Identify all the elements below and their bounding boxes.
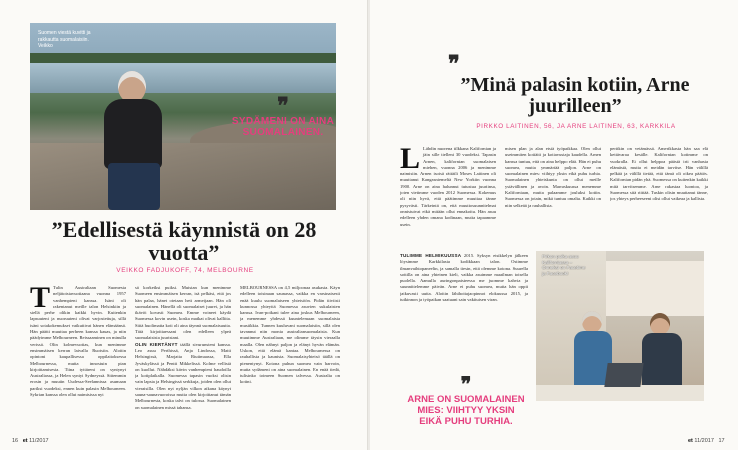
magazine-logo-right: et xyxy=(688,438,693,444)
text-column-2 xyxy=(135,285,231,435)
issue-left: 11/2017 xyxy=(29,438,49,444)
title-quote-mark-icon-right: ❞ xyxy=(448,51,460,76)
body-col3-text: MELBOURNESSA on 4,5 miljoonaa asukasta. Käyn edelleen toisinaan saunassa, vaikka en varsinaisesti enää kuulu suomalaiseen yhteisöön. Pidän tiiviisti kunnossa yhteyttä Suomessa asuvien sukulaisten kanssa. Ivan-poikani tulee aina joskus Melbourneen, ja menemme yhdessä kuuntelemaan suomalaista musiikkia. Tunnen kuuluvani suomalaisiin, sillä olen tavannut niin monia australiansuomalaisia. Kun muutimme Australiaan, me olimme täysin vieraalla maalla. Olen nähnyt paljon ja elänyt hyvän elämän. Uskon, että elämä kantaa. Melbournessa on rauhallista ja kaunista. Suomalaisyhteisö täällä on pienentynyt. Kotona puhun suomea vain harvoin, mutta sydämeni on aina suomalainen. En enää tiedä, tulisinko toimeen Suomen talvessa. Australia on kotini. xyxy=(240,285,340,385)
photo-laptop xyxy=(604,363,643,387)
drop-cap-right: L xyxy=(400,146,421,175)
photo-water xyxy=(30,63,336,93)
quote-mark-icon: ❞ xyxy=(277,93,289,118)
body-text-left xyxy=(30,285,340,435)
body-r-col2-text: misen plan ja alan etsiä työpaikkaa. Olen ollut useimmiten kotiäiti ja kotiavustaja kaudella. Arnen kanssa tuntuu, että on aina helppo elää. Hän ei puhu suomea, mutta ymmärtää paljon. Arne on suomalainen mies: viihtyy yksin eikä puhu turhia. Suomalainen yhteiskunta on ollut meille ystävällinen ja avoin. Marraskuussa menemme Kaliforniaan, mutta palaamme jouluksi kotiin. Suomessa on jotain, mikä tuntuu omalta. Kaikki on niin selkeää ja rauhallista. xyxy=(505,146,601,208)
photo-man xyxy=(98,71,168,210)
article-title-right: ”Minä palasin kotiin, Arne juurilleen” xyxy=(460,74,690,117)
pull-quote-left xyxy=(228,93,338,138)
text-column-1 xyxy=(30,285,126,435)
text-column-r2 xyxy=(505,146,601,251)
left-page xyxy=(0,0,368,450)
body-text-right-bottom xyxy=(400,253,530,371)
pull-quote-left-text: SYDÄMENI ON AINA SUOMALAINEN. xyxy=(231,116,335,138)
photo-man-body xyxy=(104,99,162,169)
text-column-3 xyxy=(240,285,340,435)
photo-woman-head xyxy=(582,311,602,333)
footer-left xyxy=(12,438,49,444)
text-column-r3 xyxy=(610,146,708,251)
quote-mark-icon-right: ❞ xyxy=(460,374,472,396)
photo-caption-left: Suomen viestä kuvitti ja rakkautta suomalaisiin. Veikko xyxy=(38,30,91,49)
photo-shelf xyxy=(606,261,704,316)
magazine-logo-left: et xyxy=(22,438,28,444)
drop-cap: T xyxy=(30,285,51,314)
photo-shore xyxy=(30,143,336,210)
subhead-left: OLIN KIERTÄNYT xyxy=(135,341,178,347)
body-text-right-top xyxy=(400,146,708,251)
photo-table xyxy=(536,385,704,401)
body-r-col1b-text: 2015. Syksyn etsikkelyn jälkeen löysimme Karkkilasta kodikkaan talon. Ostimme ilmanvaihtopaneelin, ja samalla tiesin, että olemme kotona. Suurella sottilla on aina yhteinen kieli, vaikka asuimme maailman toisella puolella. Aamulla auringonpaisteessa me juomme kahvia ja suunnittelemme päivän. Arne ei puhu suomea, mutta hän oppii jatkuvasti uutta. Aloitin lähihoitajaopinnot elokuussa 2015, ja tutkinnon ja työpaikan saatuani sain vakituisen viran. xyxy=(400,253,528,303)
body-r-col1-text: Lähdin nuorena tilkkana Kalifornian ja jäin sille tielleni 30 vuodeksi. Tapasin Arnen, kalifornian suomalaisen miehen, vuonna 2006 ja menimme naimisiin. Arnen isoisä rättäili Moses Laitinen oli muuttanut Kangasniemeltä New Yorkiin vuonna 1900. Arne on aina halunnut tutustua juuriinsa, joten vietimme vuoden 2012 Suomessa. Kokemus oli niin hyvä, että päätimme muuttaa tänne pysyvästi. Tärkeintä on, että muuttosuunnitelmat onnistuivat eikä mitään ollut ennakoitu. Hän asuu edelleen yhden omana kodinaan, mutta tapaamme usein. xyxy=(400,146,496,227)
photo-man-right-head xyxy=(650,313,670,335)
page-number-left: 16 xyxy=(12,438,19,444)
body-col2b-text: täällä sivurunsteni kanssa. Leo asuu Perthissä, Anja Lindossa, Matti Helsingissä, Marjatta Riutimaassa, Ella Jyväskylässä ja Pentti Mikkelissä. Kolme vellistä on kuollut. Nähdäksi kävin vanhempieni haudoilla ja kotiplaikalla. Suomessa tapasin vuoksi olisin vain lapsia ja Helsingissä serkkuja, joiden olen ollut vieraisilla. Olen nyt nyljän vilkon aikana käynyt sauna-saunavuoroissa mutta olen kirjoittanut tämän Melbournesta, koska talvi on tulossa. Suomalainen on suomalainen missä tahansa. xyxy=(135,341,231,410)
text-column-r1 xyxy=(400,146,496,251)
page-number-right: 17 xyxy=(718,438,725,444)
issue-right: 11/2017 xyxy=(694,438,714,444)
body-r-col3-text: peritkin on vetämässä. Amerikkasta hän saa elä kettävaraa kesälle. Kalifornian kotimme on vuokralla. Ei ollut helppoa päästä irti vanhasta elämästä, mutta ei meidän tarvitse. Hän välillä pelkää ja välillä tietää, että tämä oli oikea päätös. Kalifornian pidän yhä. Suomessa on kuitenkin kaikki mitä tarvitsemme. Arne rakastaa luontoa, ja Suomessa sitä riittää. Tuskin olisin muuttanut tänne, jos yhteys perheeseeni olisi ollut vaikeaa ja kallista. xyxy=(610,146,708,202)
text-column-r1b xyxy=(400,253,528,371)
footer-right xyxy=(688,438,725,444)
byline-right: PIRKKO LAITINEN, 56, JA ARNE LAITINEN, 63, KARKKILA xyxy=(476,123,676,130)
subhead-right: TULIMME HELMIKUUSSA xyxy=(400,253,462,258)
body-col1-text: Tulin Australiaan Suomesta neljätoistavuotiaana vuonna 1957 vanhempieni kanssa. Isäni oli rakentanut meille talon Helsinkiin ja siellä perhe olikin kaikki hyvin. Kuitenkin lapsuuteni ja nuoruuteni olivat varjostettuja, sillä isäni sotakokemukset vaikuttivat hänen elämäänsä. Hän päätti muuttaa perheen kanssa kauas, ja niin päädyimme Melbourneen. Reissaaminen on minulla verissä. Olin kolmevuotias, kun menimme ensimmäisen kerran laivalla Ruotsiin. Aloitin opintoni kaupallisessa oppilaitoksessa Melbournessa, mutta innostuin pian kirjoittamisesta. Tiina tyttäreni on syntynyt Australiassa, ja Helen syntyi Sydneyssä. Sittemmin erosin ja muutin Uudessa-Seelannissa asumaan pariksi vuodeksi, ennen kuin palasin Melbourneen. Sykrian kanssa olen ollut naimisissa nyt xyxy=(30,285,126,398)
photo-man-legs xyxy=(108,163,160,210)
body-col2-text: sä korkeiksi puiksi. Muistan kun menimme Suomeen ensimmäisen kerran, isä pelkäsi, että jos hän palaa, hänet otetaan heti armeijaan. Hän oli suomalainen. Hänellä oli suomalaiset juuret, ja hän ikävöi kovasti Suomea. Emme voineet käydä Suomessa kovin usein, koska matkat olivat kalliita. Siitä huolimatta koti oli aina täynnä suomalaisuutta. Tätä kirjoittaessani olen edelleen ylpeä suomalaisista juuristani. xyxy=(135,285,231,341)
article-title-left: ”Edellisestä käynnistä on 28 vuotta” xyxy=(51,217,317,265)
pull-quote-right-text: ARNE ON SUOMALAINEN MIES: VIIHTYY YKSIN EIKÄ PUHU TURHIA. xyxy=(407,394,525,427)
byline-left: VEIKKO FADJUKOFF, 74, MELBOURNE xyxy=(116,267,254,274)
pull-quote-right xyxy=(406,376,526,427)
photo-caption-right: Pirkon poika asuu Kaliforniassa – Onneksi on Facetime ja Facebook! xyxy=(542,254,586,276)
